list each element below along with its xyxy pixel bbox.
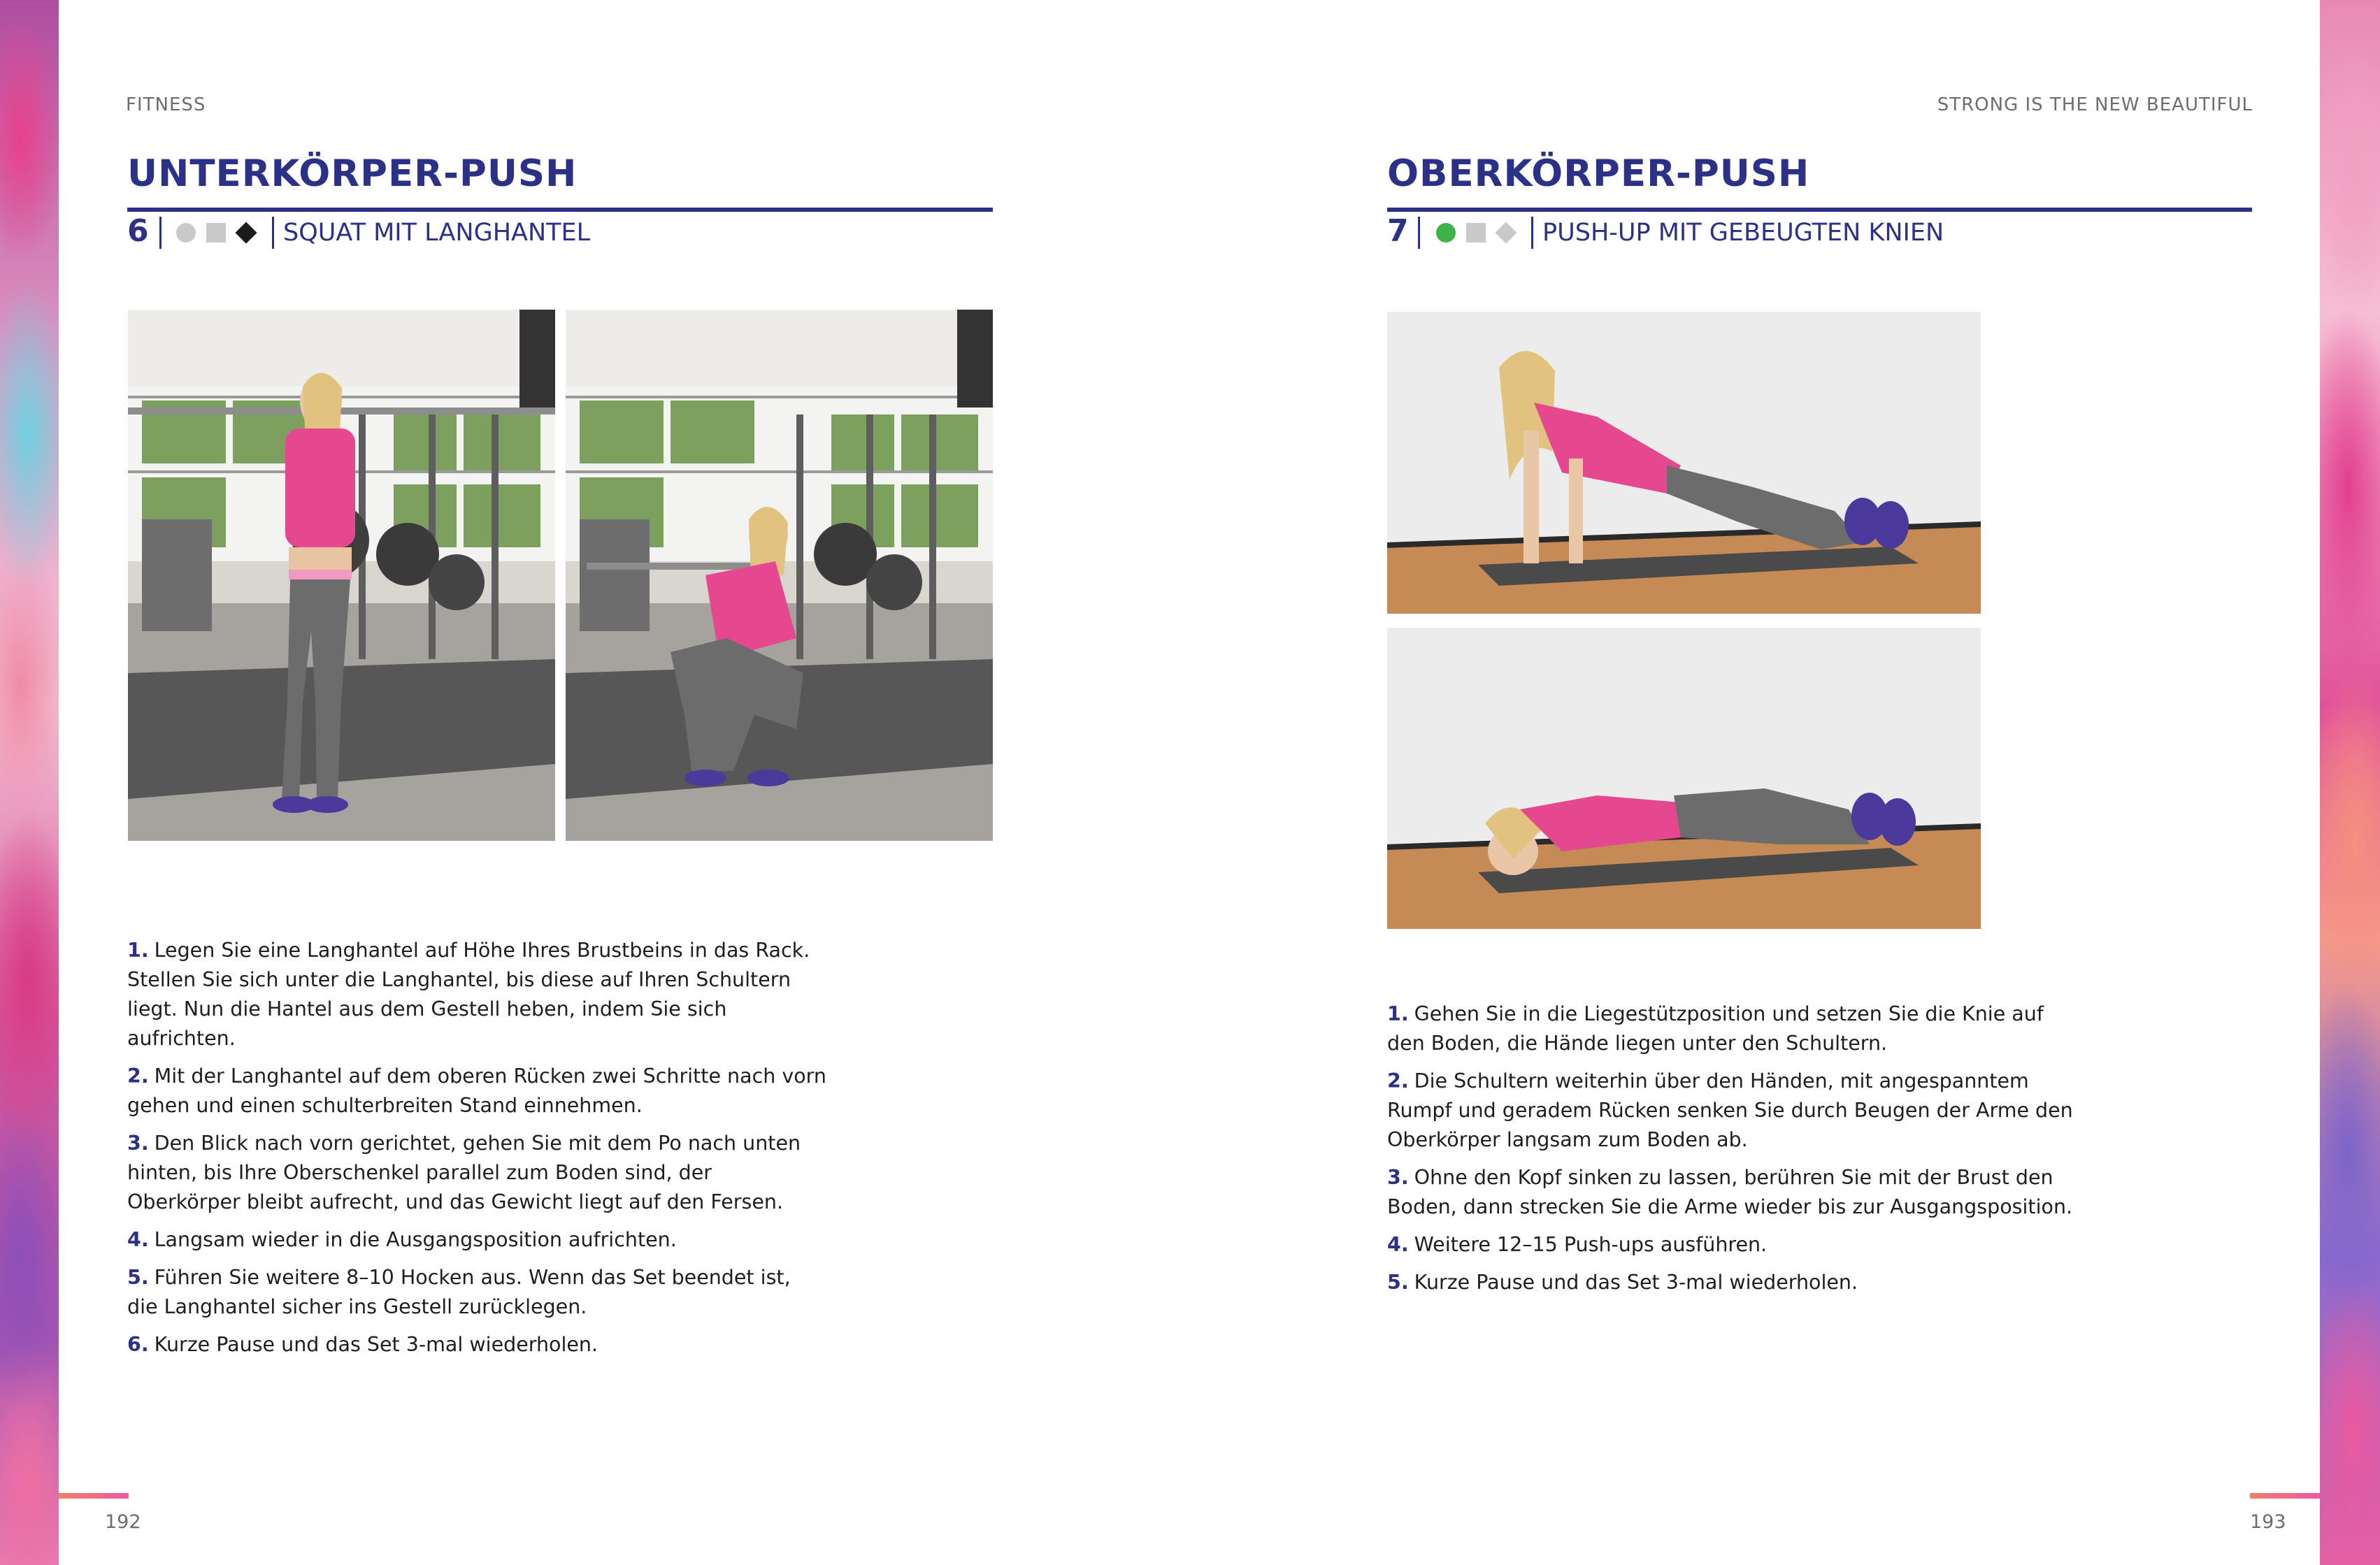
left-steps-list — [127, 936, 826, 1368]
list-item — [127, 1263, 826, 1322]
squat-bottom-photo — [566, 310, 993, 841]
step-text: Weitere 12–15 Push-ups ausführen. — [1414, 1233, 1768, 1256]
page-number-left: 192 — [105, 1511, 141, 1533]
list-item — [1387, 1000, 2086, 1058]
woman-deep-squat-barbell-icon — [566, 310, 993, 841]
step-text: Kurze Pause und das Set 3-mal wiederholen. — [1414, 1271, 1858, 1294]
step-number: 2. — [127, 1065, 149, 1088]
list-item — [127, 936, 826, 1053]
pushup-up-photo — [1387, 312, 1981, 614]
right-steps-list — [1387, 1000, 2086, 1306]
list-item — [127, 1225, 826, 1255]
woman-kneeling-pushup-up-icon — [1387, 312, 1981, 614]
right-title-rule — [1387, 208, 2252, 212]
list-item — [1387, 1268, 2086, 1297]
step-number: 4. — [127, 1228, 149, 1251]
right-exercise-name: PUSH-UP MIT GEBEUGTEN KNIEN — [1542, 219, 1944, 247]
step-text: Den Blick nach vorn gerichtet, gehen Sie mit dem Po nach unten hinten, bis Ihre Oberschenkel parallel zum Boden sind, der Oberkörper bleibt aufrecht, und das Gewicht liegt auf den Fersen. — [127, 1132, 801, 1213]
left-edge-watercolor — [0, 0, 59, 1565]
running-head-right: STRONG IS THE NEW BEAUTIFUL — [1937, 94, 2253, 115]
right-footer-accent — [2250, 1493, 2320, 1499]
list-item — [127, 1330, 826, 1360]
difficulty-square-icon — [206, 223, 226, 243]
difficulty-circle-icon — [176, 223, 196, 243]
page-number-right: 193 — [2250, 1511, 2286, 1533]
woman-standing-barbell-squat-start-icon — [128, 310, 555, 841]
woman-kneeling-pushup-down-icon — [1387, 628, 1981, 929]
right-divider-2 — [1531, 217, 1533, 249]
difficulty-square-icon — [1466, 223, 1486, 243]
difficulty-diamond-icon — [1495, 222, 1517, 243]
step-text: Gehen Sie in die Liegestützposition und setzen Sie die Knie auf den Boden, die Hände liegen unter den Schultern. — [1387, 1002, 2044, 1055]
left-exercise-number: 6 — [127, 213, 149, 249]
step-text: Legen Sie eine Langhantel auf Höhe Ihres Brustbeins in das Rack. Stellen Sie sich unter die Langhantel, bis diese auf Ihren Schultern liegt. Nun die Hantel aus dem Gestell heben, indem Sie sich aufrichten. — [127, 939, 810, 1050]
right-edge-watercolor — [2320, 0, 2380, 1565]
list-item — [1387, 1230, 2086, 1260]
step-text: Die Schultern weiterhin über den Händen, mit angespanntem Rumpf und geradem Rücken senken Sie durch Beugen der Arme den Oberkörper langsam zum Boden ab. — [1387, 1069, 2073, 1151]
pushup-down-photo — [1387, 628, 1981, 929]
list-item — [1387, 1067, 2086, 1155]
list-item — [1387, 1163, 2086, 1222]
step-number: 6. — [127, 1333, 149, 1356]
step-text: Kurze Pause und das Set 3-mal wiederholen. — [154, 1333, 598, 1356]
step-number: 1. — [127, 939, 149, 962]
step-number: 1. — [1387, 1002, 1409, 1025]
left-title-rule — [127, 208, 993, 212]
squat-start-photo — [128, 310, 555, 841]
left-divider-2 — [272, 217, 274, 249]
right-exercise-number: 7 — [1387, 213, 1409, 249]
step-number: 3. — [1387, 1166, 1409, 1189]
running-head-left: FITNESS — [126, 94, 206, 115]
right-section-title: OBERKÖRPER-PUSH — [1387, 152, 1810, 195]
step-number: 4. — [1387, 1233, 1409, 1256]
step-number: 2. — [1387, 1069, 1409, 1092]
left-exercise-name: SQUAT MIT LANGHANTEL — [283, 219, 591, 247]
left-divider-1 — [159, 217, 162, 249]
right-divider-1 — [1418, 217, 1420, 249]
step-text: Langsam wieder in die Ausgangsposition aufrichten. — [154, 1228, 677, 1251]
step-number: 3. — [127, 1132, 149, 1155]
step-text: Führen Sie weitere 8–10 Hocken aus. Wenn das Set beendet ist, die Langhantel sicher ins Gestell zurücklegen. — [127, 1266, 791, 1318]
step-number: 5. — [1387, 1271, 1409, 1294]
left-section-title: UNTERKÖRPER-PUSH — [127, 152, 578, 195]
list-item — [127, 1129, 826, 1217]
list-item — [127, 1062, 826, 1120]
step-text: Ohne den Kopf sinken zu lassen, berühren Sie mit der Brust den Boden, dann strecken Sie die Arme wieder bis zur Ausgangsposition. — [1387, 1166, 2073, 1218]
left-footer-accent — [59, 1493, 129, 1499]
difficulty-circle-icon — [1436, 223, 1456, 243]
step-number: 5. — [127, 1266, 149, 1289]
step-text: Mit der Langhantel auf dem oberen Rücken zwei Schritte nach vorn gehen und einen schulterbreiten Stand einnehmen. — [127, 1065, 826, 1117]
difficulty-diamond-icon — [235, 222, 257, 243]
